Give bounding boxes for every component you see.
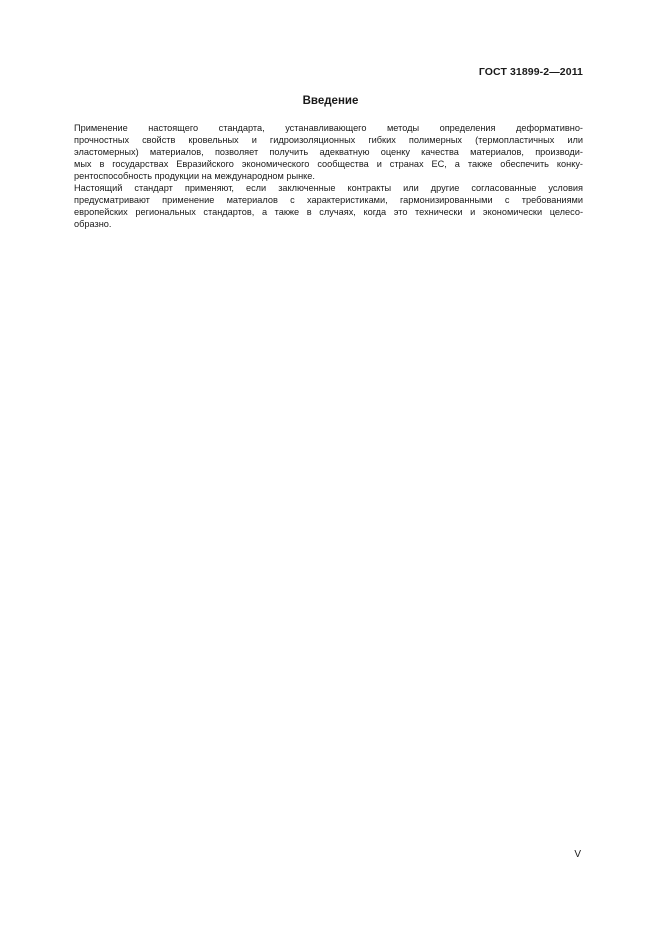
paragraph-line: рентоспособность продукции на международном рынке. [74,171,315,181]
paragraph-line: Применение настоящего стандарта, устанавливающего методы определения деформативно- [74,123,583,133]
paragraph-2 [46,182,583,230]
page-number: V [574,849,581,860]
section-title: Введение [302,95,359,107]
paragraph-line: предусматривают применение материалов с характеристиками, гармонизированными с требованиями [74,195,583,205]
paragraph-line: европейских региональных стандартов, а также в случаях, когда это технически и экономически целесо- [74,207,583,217]
paragraph-line: образно. [74,219,112,229]
paragraph-line: мых в государствах Евразийского экономического сообщества и странах ЕС, а также обеспечить конку- [74,159,583,169]
paragraph-line: Настоящий стандарт применяют, если заключенные контракты или другие согласованные условия [74,183,583,193]
paragraph-1 [46,122,583,182]
paragraph-line: эластомерных) материалов, позволяет получить адекватную оценку качества материалов, производи- [74,147,583,157]
introduction-body [46,122,583,230]
document-code: ГОСТ 31899-2—2011 [478,66,583,78]
paragraph-line: прочностных свойств кровельных и гидроизоляционных гибких полимерных (термопластичных или [74,135,583,145]
